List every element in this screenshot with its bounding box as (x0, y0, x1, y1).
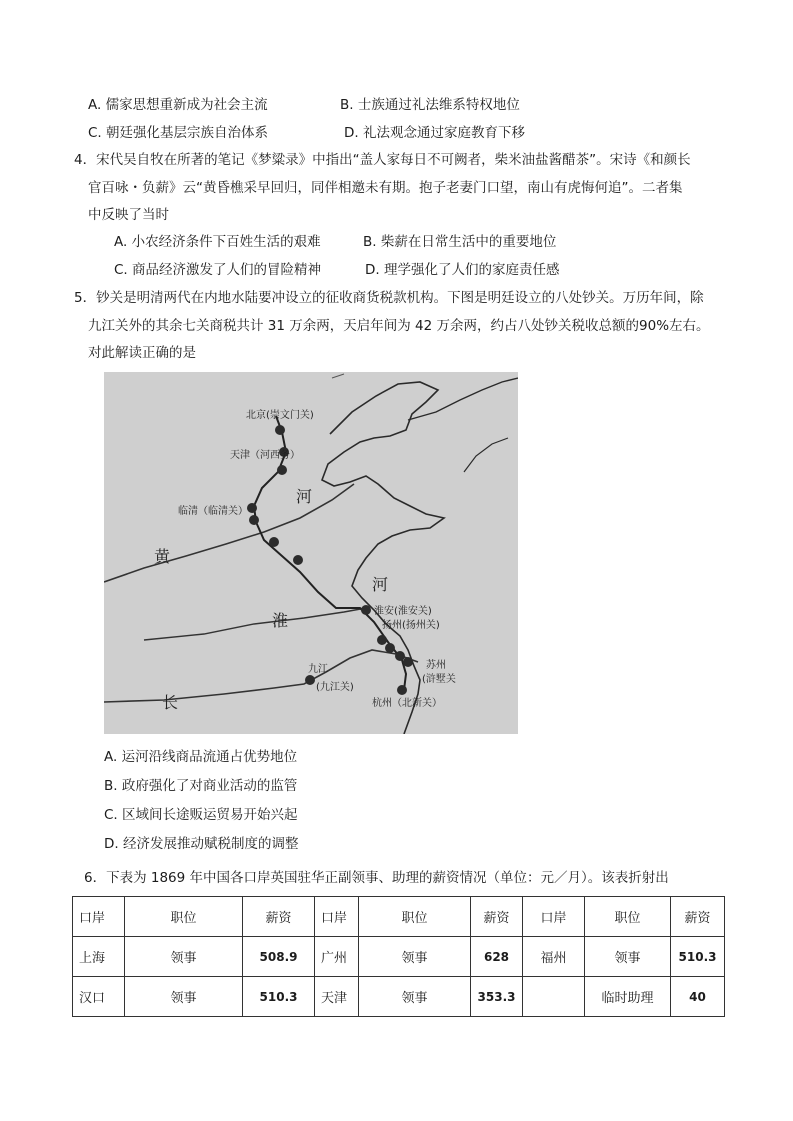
q4-stem-line1: 4．宋代吴自牧在所著的笔记《梦粱录》中指出“盖人家每日不可阙者，柴米油盐酱醋茶”。宋诗《和颜长 (74, 152, 691, 168)
cell-port: 上海 (73, 937, 125, 977)
header-salary: 薪资 (671, 897, 725, 937)
q4-stem-line3: 中反映了当时 (88, 207, 169, 223)
cell-position: 临时助理 (585, 977, 671, 1017)
header-port: 口岸 (315, 897, 359, 937)
map-label-he-south: 河 (372, 575, 389, 594)
map-label-jiujiang: 九江 (308, 664, 328, 675)
map-label-jiujiangguan: (九江关) (316, 682, 354, 693)
cell-salary: 40 (671, 977, 725, 1017)
cell-port: 福州 (523, 937, 585, 977)
map-label-beijing: 北京(崇文门关) (246, 410, 314, 421)
map-label-huang: 黄 (154, 547, 171, 566)
cell-position: 领事 (125, 977, 243, 1017)
header-position: 职位 (125, 897, 243, 937)
header-salary: 薪资 (471, 897, 523, 937)
header-position: 职位 (359, 897, 471, 937)
header-port: 口岸 (73, 897, 125, 937)
cell-salary: 628 (471, 937, 523, 977)
map-label-hushu: (浒墅关 (422, 674, 456, 685)
map-label-tianjin: 天津（河西务） (230, 450, 300, 461)
cell-position: 领事 (359, 937, 471, 977)
header-port: 口岸 (523, 897, 585, 937)
table-row (73, 937, 725, 977)
map-label-linqing: 临清（临清关） (178, 506, 248, 517)
map-label-he-north: 河 (296, 487, 313, 506)
table-row (73, 977, 725, 1017)
cell-position: 领事 (125, 937, 243, 977)
cell-port: 天津 (315, 977, 359, 1017)
cell-port: 汉口 (73, 977, 125, 1017)
cell-position: 领事 (585, 937, 671, 977)
cell-salary: 508.9 (243, 937, 315, 977)
q3-option-a: A. 儒家思想重新成为社会主流 (88, 97, 268, 113)
q5-option-d: D. 经济发展推动赋税制度的调整 (104, 836, 299, 852)
q4-option-b: B. 柴薪在日常生活中的重要地位 (363, 234, 557, 250)
q5-option-a: A. 运河沿线商品流通占优势地位 (104, 749, 298, 765)
table-header-row (73, 897, 725, 937)
q5-stem-line2: 九江关外的其余七关商税共计 31 万余两，天启年间为 42 万余两，约占八处钞关税收总额的90%左右。 (88, 318, 710, 334)
q4-option-a: A. 小农经济条件下百姓生活的艰难 (114, 234, 321, 250)
cell-salary: 510.3 (671, 937, 725, 977)
map-label-suzhou: 苏州 (426, 660, 446, 671)
q5-stem-line3: 对此解读正确的是 (88, 345, 196, 361)
cell-position: 领事 (359, 977, 471, 1017)
q4-stem-line2: 官百咏・负薪》云“黄昏樵采早回归，同伴相邀未有期。抱子老妻门口望，南山有虎悔何追”。二者集 (88, 180, 683, 196)
cell-salary: 510.3 (243, 977, 315, 1017)
q4-option-d: D. 理学强化了人们的家庭责任感 (365, 262, 560, 278)
consul-salary-table (72, 896, 725, 1017)
q3-option-d: D. 礼法观念通过家庭教育下移 (344, 125, 525, 141)
q3-option-c: C. 朝廷强化基层宗族自治体系 (88, 125, 269, 141)
grand-canal-customs-map (104, 372, 518, 734)
q6-stem: 6．下表为 1869 年中国各口岸英国驻华正副领事、助理的薪资情况（单位：元／月）。该表折射出 (84, 870, 669, 886)
q4-option-c: C. 商品经济激发了人们的冒险精神 (114, 262, 322, 278)
q5-stem-line1: 5．钞关是明清两代在内地水陆要冲设立的征收商货税款机构。下图是明廷设立的八处钞关。万历年间，除 (74, 290, 704, 306)
map-label-yangzhou: 扬州(扬州关) (382, 620, 440, 631)
header-position: 职位 (585, 897, 671, 937)
header-salary: 薪资 (243, 897, 315, 937)
cell-port: 广州 (315, 937, 359, 977)
q5-option-b: B. 政府强化了对商业活动的监管 (104, 778, 298, 794)
map-label-hangzhou: 杭州（北新关） (372, 698, 442, 709)
map-label-chang: 长 (162, 693, 179, 712)
map-label-huaian: 淮安(淮安关) (374, 606, 432, 617)
cell-salary: 353.3 (471, 977, 523, 1017)
cell-port (523, 977, 585, 1017)
q5-option-c: C. 区域间长途贩运贸易开始兴起 (104, 807, 298, 823)
map-label-huai: 淮 (272, 611, 289, 630)
q3-option-b: B. 士族通过礼法维系特权地位 (340, 97, 520, 113)
